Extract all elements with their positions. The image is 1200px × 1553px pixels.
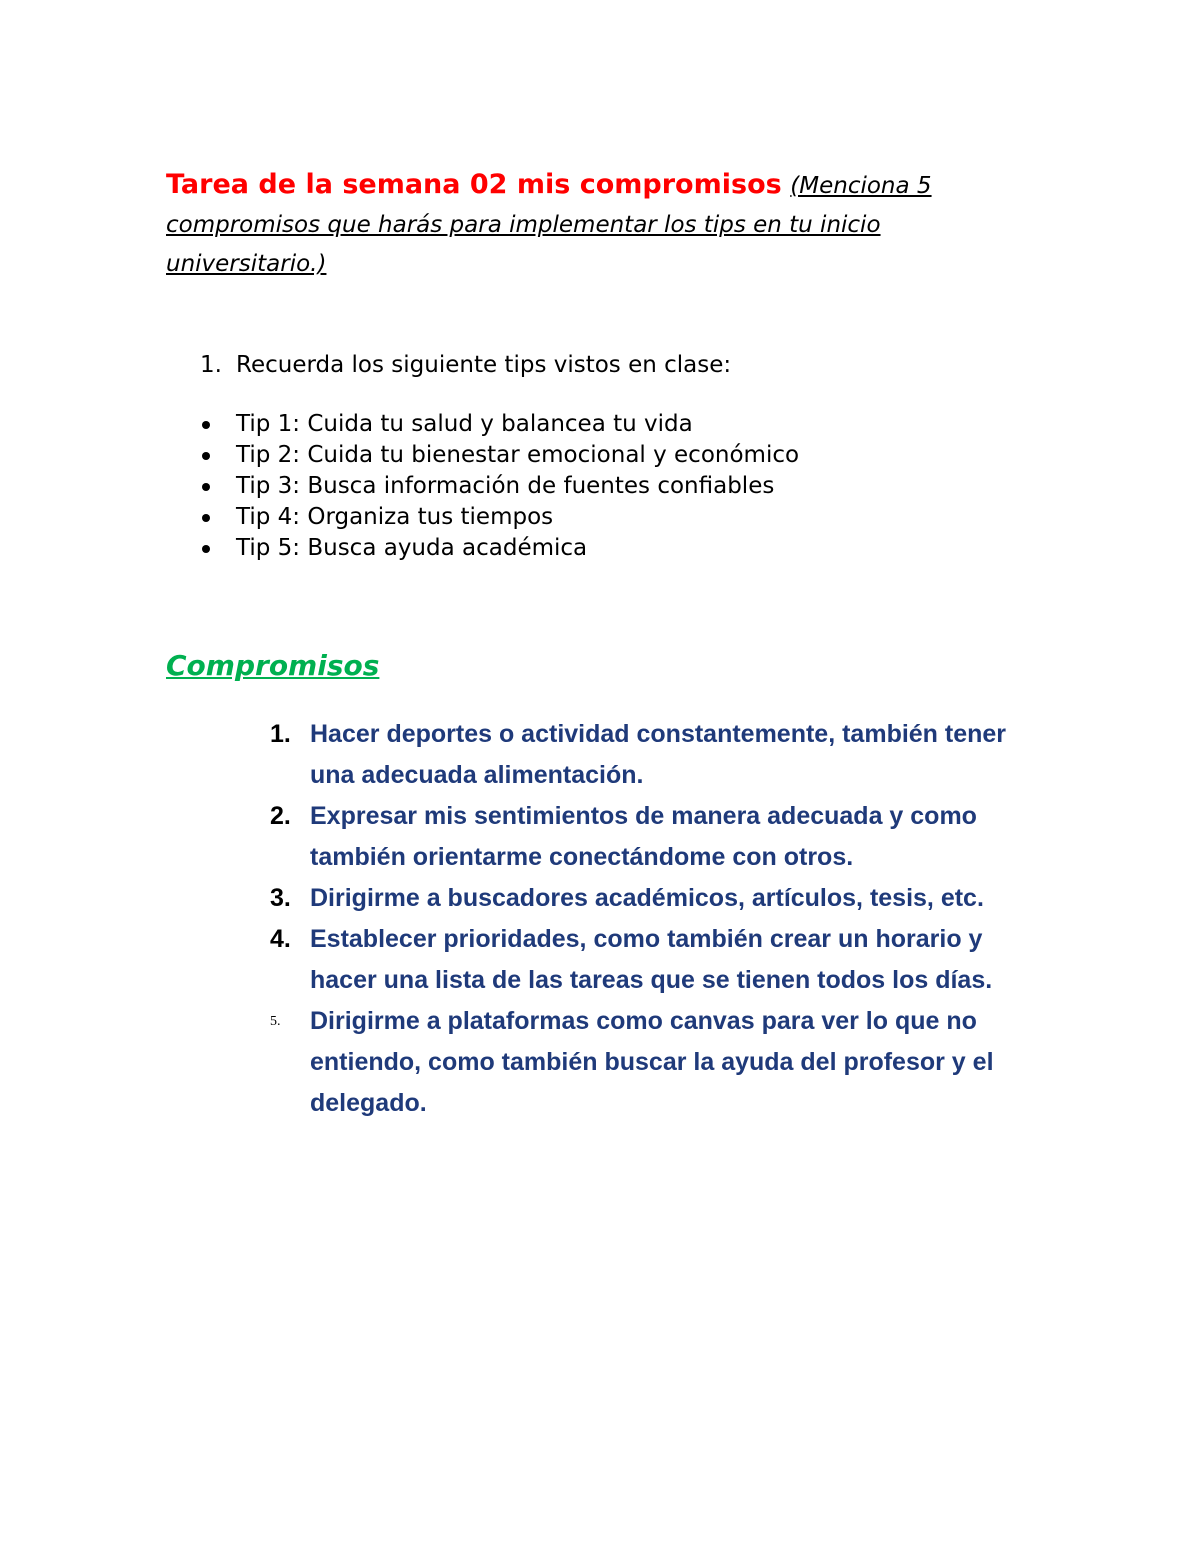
commitments-list xyxy=(270,714,1050,1124)
tip-text: Tip 4: Organiza tus tiempos xyxy=(236,504,554,530)
title-block xyxy=(166,166,1046,283)
commitment-number: 2. xyxy=(270,802,291,830)
document-title: Tarea de la semana 02 mis compromisos xyxy=(166,169,782,200)
list-item xyxy=(270,878,1050,919)
tips-list xyxy=(200,409,799,564)
bullet-icon xyxy=(202,483,210,491)
intro-item-text: Recuerda los siguiente tips vistos en clase: xyxy=(236,352,732,378)
commitment-text: Hacer deportes o actividad constantemente, también tener una adecuada alimentación. xyxy=(310,720,1007,789)
intro-item-number: 1. xyxy=(200,352,222,378)
list-item xyxy=(200,502,799,533)
commitment-text: Dirigirme a buscadores académicos, artículos, tesis, etc. xyxy=(310,884,984,912)
commitment-text: Dirigirme a plataformas como canvas para ver lo que no entiendo, como también buscar la ayuda del profesor y el delegado. xyxy=(310,1007,994,1117)
instruction-note: (Menciona 5 compromisos que harás para implementar los tips en tu inicio universitario.) xyxy=(166,173,932,277)
list-item xyxy=(270,919,1050,1001)
list-item xyxy=(270,796,1050,878)
tip-text: Tip 1: Cuida tu salud y balancea tu vida xyxy=(236,411,693,437)
bullet-icon xyxy=(202,452,210,460)
bullet-icon xyxy=(202,421,210,429)
list-item xyxy=(270,1001,1050,1124)
commitment-text: Establecer prioridades, como también crear un horario y hacer una lista de las tareas que se tienen todos los días. xyxy=(310,925,993,994)
bullet-icon xyxy=(202,545,210,553)
commitment-number: 1. xyxy=(270,720,291,748)
commitment-number: 3. xyxy=(270,884,291,912)
list-item xyxy=(200,409,799,440)
list-item xyxy=(270,714,1050,796)
list-item xyxy=(200,533,799,564)
tip-text: Tip 3: Busca información de fuentes confiables xyxy=(236,473,775,499)
tip-text: Tip 5: Busca ayuda académica xyxy=(236,535,588,561)
tip-text: Tip 2: Cuida tu bienestar emocional y económico xyxy=(236,442,800,468)
intro-item xyxy=(200,350,731,381)
commitment-text: Expresar mis sentimientos de manera adecuada y como también orientarme conectándome con otros. xyxy=(310,802,977,871)
bullet-icon xyxy=(202,514,210,522)
section-heading: Compromisos xyxy=(166,649,380,682)
list-item xyxy=(200,440,799,471)
commitment-number: 4. xyxy=(270,925,291,953)
list-item xyxy=(200,471,799,502)
commitment-number: 5. xyxy=(270,1014,281,1029)
intro-list xyxy=(200,350,731,381)
